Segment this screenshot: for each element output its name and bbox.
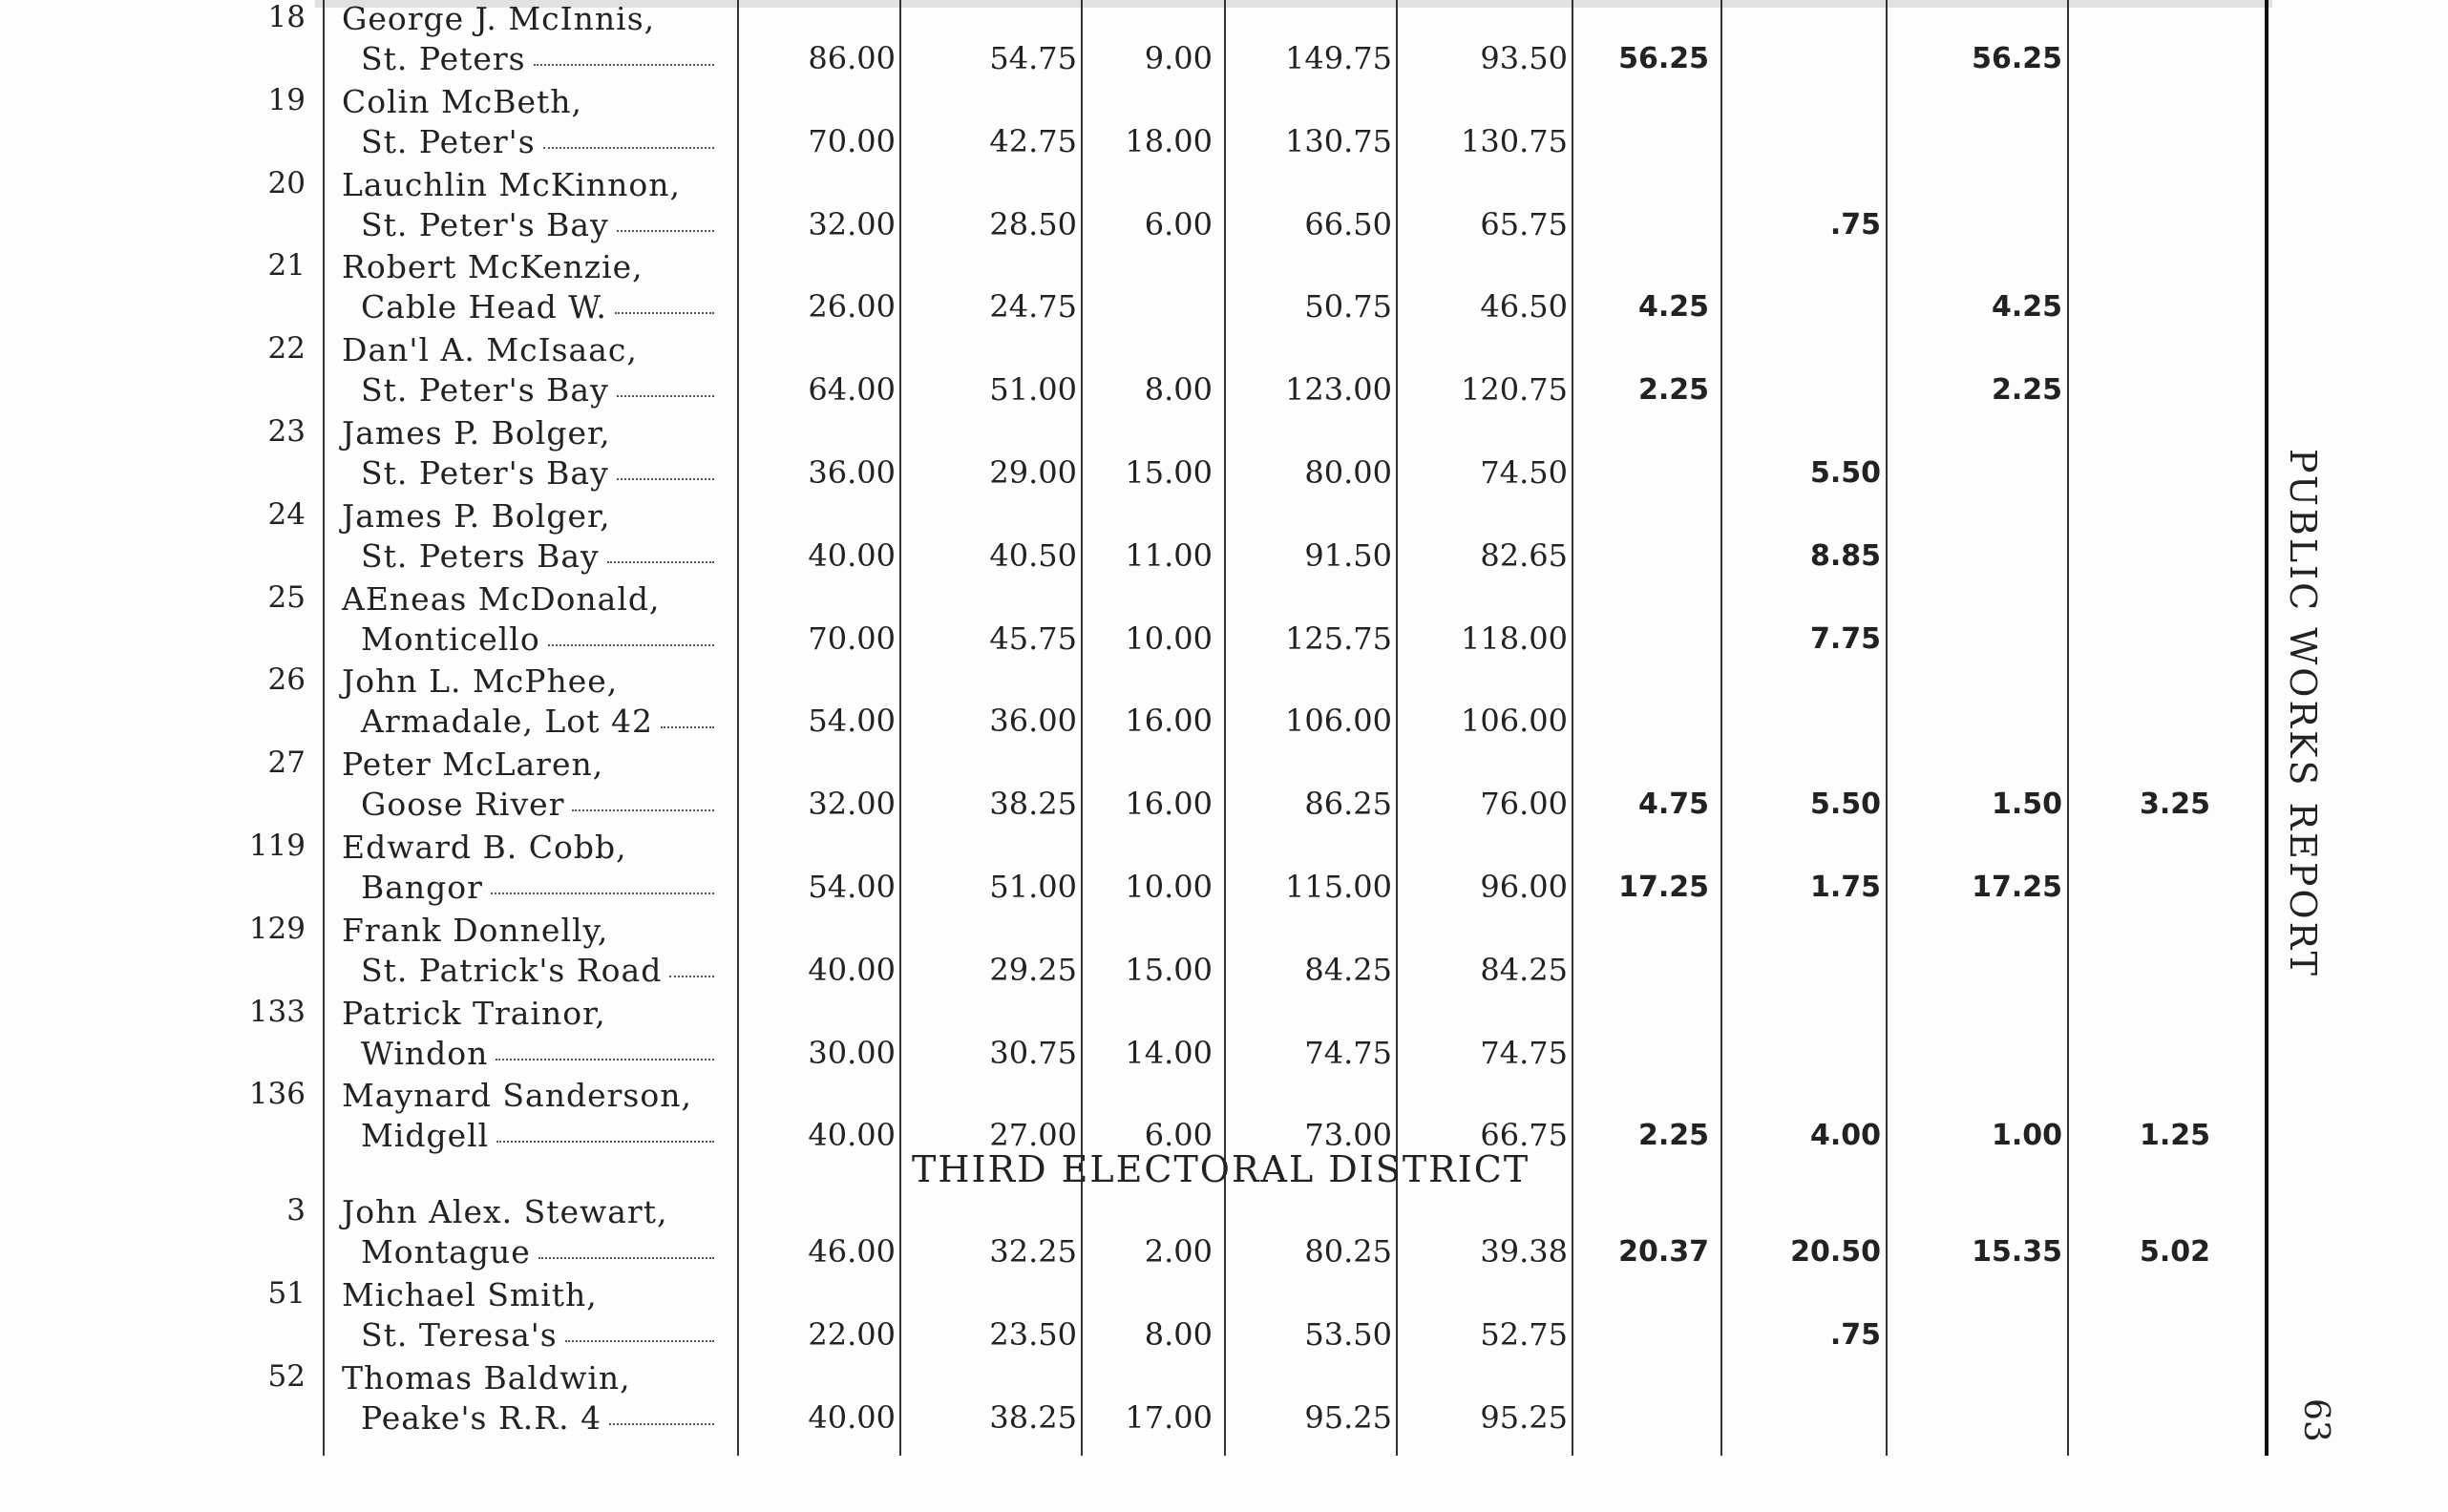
entry-number: 20 bbox=[267, 165, 306, 200]
leader-dots bbox=[617, 395, 714, 397]
amount-col-2: 32.25 bbox=[989, 1233, 1077, 1270]
amount-col-1: 30.00 bbox=[808, 1034, 896, 1071]
entry-place-text: Bangor bbox=[361, 869, 483, 906]
entry-place-text: St. Peters Bay bbox=[361, 536, 600, 575]
table-row bbox=[0, 662, 2291, 745]
amount-col-4: 123.00 bbox=[1285, 371, 1392, 409]
amount-col-2: 38.25 bbox=[989, 1399, 1077, 1436]
amount-col-3: 6.00 bbox=[1144, 1117, 1213, 1154]
amount-col-3: 9.00 bbox=[1144, 40, 1213, 76]
amount-col-4: 130.75 bbox=[1285, 122, 1392, 159]
entry-number: 18 bbox=[267, 0, 306, 34]
amount-col-4: 80.25 bbox=[1304, 1233, 1392, 1270]
amount-col-2: 27.00 bbox=[989, 1117, 1077, 1154]
entry-place bbox=[361, 952, 714, 989]
amount-col-3: 16.00 bbox=[1125, 703, 1213, 740]
entry-place-text: St. Peters bbox=[361, 40, 526, 77]
amount-col-5: 39.38 bbox=[1480, 1233, 1568, 1270]
entry-place bbox=[361, 869, 714, 906]
amount-col-3: 6.00 bbox=[1144, 205, 1213, 242]
entry-name: Michael Smith, bbox=[342, 1276, 598, 1313]
amount-col-4: 53.50 bbox=[1304, 1316, 1392, 1353]
amount-col-4: 149.75 bbox=[1285, 40, 1392, 76]
entry-name: John L. McPhee, bbox=[342, 662, 619, 701]
amount-col-8: 17.25 bbox=[1972, 871, 2062, 904]
amount-col-3: 10.00 bbox=[1125, 869, 1213, 905]
amount-col-6: 17.25 bbox=[1618, 871, 1709, 904]
amount-col-1: 54.00 bbox=[808, 869, 896, 905]
amount-col-2: 30.75 bbox=[989, 1034, 1077, 1071]
amount-col-7: 5.50 bbox=[1809, 788, 1881, 822]
entry-number: 51 bbox=[267, 1276, 306, 1311]
entry-place-text: Peake's R.R. 4 bbox=[361, 1399, 602, 1437]
entry-place-text: St. Peter's Bay bbox=[361, 454, 609, 492]
entry-place bbox=[361, 703, 714, 740]
entry-place-text: St. Peter's bbox=[361, 122, 536, 160]
amount-col-5: 66.75 bbox=[1480, 1117, 1568, 1154]
table-row bbox=[0, 414, 2291, 496]
leader-dots bbox=[669, 976, 714, 977]
amount-col-7: 4.00 bbox=[1809, 1119, 1881, 1153]
amount-col-2: 45.75 bbox=[989, 620, 1077, 657]
entry-place bbox=[361, 371, 714, 409]
entry-number: 26 bbox=[267, 662, 306, 698]
entry-number: 21 bbox=[267, 248, 306, 284]
amount-col-2: 29.25 bbox=[989, 951, 1077, 988]
entry-place-text: St. Peter's Bay bbox=[361, 371, 609, 410]
amount-col-7: .75 bbox=[1829, 1318, 1881, 1352]
leader-dots bbox=[491, 892, 714, 894]
amount-col-5: 96.00 bbox=[1480, 869, 1568, 905]
amount-col-7: 7.75 bbox=[1809, 621, 1881, 656]
amount-col-6: 4.25 bbox=[1637, 290, 1709, 325]
entry-place-text: Montague bbox=[361, 1233, 531, 1270]
amount-col-3: 11.00 bbox=[1125, 536, 1213, 574]
amount-col-5: 84.25 bbox=[1480, 951, 1568, 988]
amount-col-4: 80.00 bbox=[1304, 454, 1392, 491]
leader-dots bbox=[609, 1423, 714, 1425]
entry-place bbox=[361, 1117, 714, 1154]
table-row bbox=[0, 995, 2291, 1077]
table-row bbox=[0, 1077, 2291, 1159]
table-row bbox=[0, 0, 2291, 82]
entry-place-text: Goose River bbox=[361, 786, 565, 824]
amount-col-4: 95.25 bbox=[1304, 1399, 1392, 1436]
amount-col-4: 106.00 bbox=[1285, 703, 1392, 740]
leader-dots bbox=[572, 809, 714, 811]
entry-place-text: St. Peter's Bay bbox=[361, 205, 609, 243]
amount-col-2: 29.00 bbox=[989, 454, 1077, 491]
amount-col-1: 32.00 bbox=[808, 205, 896, 242]
amount-col-9: 1.25 bbox=[2139, 1119, 2210, 1153]
amount-col-2: 28.50 bbox=[989, 205, 1077, 242]
amount-col-4: 73.00 bbox=[1304, 1117, 1392, 1154]
table-row bbox=[0, 580, 2291, 662]
leader-dots bbox=[496, 1059, 714, 1060]
leader-dots bbox=[496, 1141, 714, 1143]
amount-col-1: 46.00 bbox=[808, 1233, 896, 1270]
entry-place bbox=[361, 40, 714, 77]
table-row bbox=[0, 912, 2291, 994]
amount-col-5: 95.25 bbox=[1480, 1399, 1568, 1436]
page-number: 63 bbox=[2296, 1398, 2335, 1442]
leader-dots bbox=[534, 64, 714, 66]
amount-col-7: 8.85 bbox=[1809, 538, 1881, 573]
amount-col-1: 64.00 bbox=[808, 371, 896, 409]
leader-dots bbox=[661, 726, 714, 728]
entry-place-text: Windon bbox=[361, 1034, 489, 1072]
entry-number: 23 bbox=[267, 414, 306, 449]
entry-place bbox=[361, 454, 714, 492]
entry-place-text: Midgell bbox=[361, 1117, 490, 1155]
table-row bbox=[0, 746, 2291, 828]
amount-col-5: 93.50 bbox=[1480, 40, 1568, 76]
amount-col-5: 120.75 bbox=[1461, 371, 1568, 409]
amount-col-7: 5.50 bbox=[1809, 456, 1881, 490]
entry-name: George J. McInnis, bbox=[342, 0, 656, 37]
entry-place bbox=[361, 786, 714, 823]
entry-number: 24 bbox=[267, 496, 306, 532]
entry-name: Robert McKenzie, bbox=[342, 248, 644, 286]
table-row bbox=[0, 1276, 2291, 1358]
amount-col-5: 130.75 bbox=[1461, 122, 1568, 159]
amount-col-9: 3.25 bbox=[2139, 788, 2210, 822]
leader-dots bbox=[617, 478, 714, 480]
entry-number: 25 bbox=[267, 579, 306, 615]
amount-col-1: 70.00 bbox=[808, 122, 896, 159]
amount-col-3: 17.00 bbox=[1125, 1399, 1213, 1436]
amount-col-2: 40.50 bbox=[989, 536, 1077, 574]
amount-col-2: 54.75 bbox=[989, 40, 1077, 76]
amount-col-1: 36.00 bbox=[808, 454, 896, 491]
amount-col-1: 70.00 bbox=[808, 620, 896, 657]
entry-name: Dan'l A. McIsaac, bbox=[342, 331, 638, 369]
entry-name: Thomas Baldwin, bbox=[342, 1359, 631, 1396]
entry-place bbox=[361, 1316, 714, 1354]
entry-name: Edward B. Cobb, bbox=[342, 829, 627, 866]
table-row bbox=[0, 166, 2291, 248]
leader-dots bbox=[607, 561, 714, 563]
entry-name: Peter McLaren, bbox=[342, 746, 604, 784]
district-heading: THIRD ELECTORAL DISTRICT bbox=[912, 1148, 1530, 1190]
amount-col-1: 22.00 bbox=[808, 1316, 896, 1353]
amount-col-3: 14.00 bbox=[1125, 1034, 1213, 1071]
entry-name: Maynard Sanderson, bbox=[342, 1077, 692, 1115]
amount-col-2: 42.75 bbox=[989, 122, 1077, 159]
amount-col-4: 84.25 bbox=[1304, 951, 1392, 988]
side-report-title: PUBLIC WORKS REPORT bbox=[2282, 449, 2324, 978]
amount-col-1: 40.00 bbox=[808, 1117, 896, 1154]
amount-col-8: 4.25 bbox=[1991, 290, 2062, 325]
entry-name: AEneas McDonald, bbox=[342, 579, 661, 618]
entry-number: 27 bbox=[267, 746, 306, 781]
entry-number: 22 bbox=[267, 331, 306, 367]
amount-col-1: 40.00 bbox=[808, 536, 896, 574]
amount-col-1: 40.00 bbox=[808, 951, 896, 988]
leader-dots bbox=[617, 230, 714, 232]
entry-place-text: St. Patrick's Road bbox=[361, 951, 663, 989]
amount-col-2: 36.00 bbox=[989, 703, 1077, 740]
entry-place-text: Cable Head W. bbox=[361, 288, 607, 326]
amount-col-5: 106.00 bbox=[1461, 703, 1568, 740]
amount-col-8: 15.35 bbox=[1972, 1235, 2062, 1269]
amount-col-3: 10.00 bbox=[1125, 620, 1213, 657]
table-row bbox=[0, 497, 2291, 579]
amount-col-9: 5.02 bbox=[2139, 1235, 2210, 1269]
amount-col-4: 115.00 bbox=[1285, 869, 1392, 905]
amount-col-5: 74.50 bbox=[1480, 454, 1568, 491]
amount-col-4: 74.75 bbox=[1304, 1034, 1392, 1071]
amount-col-3: 8.00 bbox=[1144, 371, 1213, 409]
amount-col-6: 4.75 bbox=[1637, 788, 1709, 822]
entry-place bbox=[361, 1233, 714, 1270]
table-row bbox=[0, 1359, 2291, 1441]
entry-number: 133 bbox=[248, 994, 306, 1029]
leader-dots bbox=[565, 1340, 714, 1342]
entry-place bbox=[361, 537, 714, 575]
amount-col-4: 50.75 bbox=[1304, 288, 1392, 326]
entry-place-text: Armadale, Lot 42 bbox=[361, 703, 653, 741]
entry-place-text: Monticello bbox=[361, 620, 540, 658]
amount-col-5: 52.75 bbox=[1480, 1316, 1568, 1353]
table-row bbox=[0, 248, 2291, 330]
amount-col-5: 82.65 bbox=[1480, 536, 1568, 574]
amount-col-1: 26.00 bbox=[808, 288, 896, 326]
entry-name: Lauchlin McKinnon, bbox=[342, 165, 682, 203]
entry-place bbox=[361, 288, 714, 326]
entry-name: Frank Donnelly, bbox=[342, 911, 609, 949]
amount-col-3: 18.00 bbox=[1125, 122, 1213, 159]
entry-place bbox=[361, 1399, 714, 1437]
amount-col-3: 2.00 bbox=[1144, 1233, 1213, 1270]
amount-col-1: 86.00 bbox=[808, 40, 896, 76]
entry-name: Patrick Trainor, bbox=[342, 994, 606, 1032]
amount-col-6: 56.25 bbox=[1618, 42, 1709, 75]
leader-dots bbox=[615, 312, 714, 314]
leader-dots bbox=[538, 1257, 714, 1259]
amount-col-6: 2.25 bbox=[1637, 1119, 1709, 1153]
amount-col-4: 91.50 bbox=[1304, 536, 1392, 574]
amount-col-1: 32.00 bbox=[808, 786, 896, 823]
table-row bbox=[0, 1193, 2291, 1275]
entry-place bbox=[361, 1035, 714, 1072]
amount-col-4: 86.25 bbox=[1304, 786, 1392, 823]
amount-col-5: 74.75 bbox=[1480, 1034, 1568, 1071]
entry-place bbox=[361, 620, 714, 658]
table-row bbox=[0, 83, 2291, 165]
amount-col-8: 2.25 bbox=[1991, 373, 2062, 408]
amount-col-2: 38.25 bbox=[989, 786, 1077, 823]
amount-col-2: 24.75 bbox=[989, 288, 1077, 326]
amount-col-1: 54.00 bbox=[808, 703, 896, 740]
amount-col-4: 125.75 bbox=[1285, 620, 1392, 657]
amount-col-6: 20.37 bbox=[1618, 1235, 1709, 1269]
entry-number: 129 bbox=[248, 911, 306, 946]
entry-name: James P. Bolger, bbox=[342, 496, 611, 535]
amount-col-3: 8.00 bbox=[1144, 1316, 1213, 1353]
table-row bbox=[0, 331, 2291, 413]
entry-number: 19 bbox=[267, 82, 306, 117]
amount-col-8: 1.00 bbox=[1991, 1119, 2062, 1153]
amount-col-2: 51.00 bbox=[989, 371, 1077, 409]
amount-col-7: .75 bbox=[1829, 207, 1881, 242]
amount-col-5: 46.50 bbox=[1480, 288, 1568, 326]
amount-col-6: 2.25 bbox=[1637, 373, 1709, 408]
amount-col-2: 51.00 bbox=[989, 869, 1077, 905]
amount-col-5: 76.00 bbox=[1480, 786, 1568, 823]
table-row bbox=[0, 829, 2291, 911]
amount-col-8: 56.25 bbox=[1972, 42, 2062, 75]
entry-number: 136 bbox=[248, 1077, 306, 1112]
amount-col-1: 40.00 bbox=[808, 1399, 896, 1436]
amount-col-5: 118.00 bbox=[1461, 620, 1568, 657]
entry-number: 119 bbox=[248, 829, 306, 863]
amount-col-3: 15.00 bbox=[1125, 454, 1213, 491]
amount-col-5: 65.75 bbox=[1480, 205, 1568, 242]
amount-col-3: 16.00 bbox=[1125, 786, 1213, 823]
amount-col-7: 20.50 bbox=[1790, 1235, 1881, 1269]
entry-name: Colin McBeth, bbox=[342, 82, 583, 120]
amount-col-8: 1.50 bbox=[1991, 788, 2062, 822]
leader-dots bbox=[543, 147, 714, 149]
leader-dots bbox=[548, 644, 714, 646]
amount-col-4: 66.50 bbox=[1304, 205, 1392, 242]
entry-name: James P. Bolger, bbox=[342, 414, 611, 452]
entry-place-text: St. Teresa's bbox=[361, 1316, 558, 1354]
amount-col-7: 1.75 bbox=[1809, 871, 1881, 904]
entry-number: 52 bbox=[267, 1359, 306, 1394]
entry-place bbox=[361, 206, 714, 243]
amount-col-3: 15.00 bbox=[1125, 951, 1213, 988]
entry-name: John Alex. Stewart, bbox=[342, 1193, 668, 1230]
entry-number: 3 bbox=[286, 1193, 306, 1228]
amount-col-2: 23.50 bbox=[989, 1316, 1077, 1353]
entry-place bbox=[361, 123, 714, 160]
